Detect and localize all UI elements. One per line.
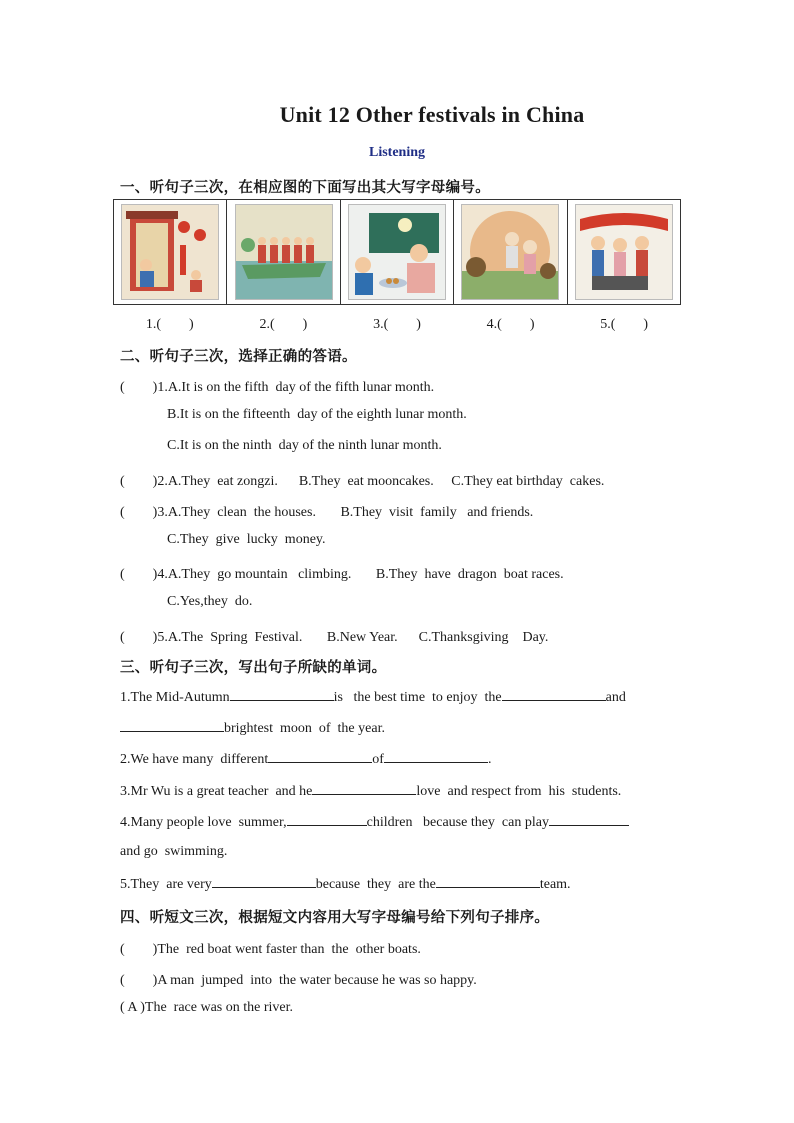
sentence-1-part-a: 1.The Mid-Autumn (120, 690, 230, 705)
picture-answer-row (113, 313, 681, 333)
picture-cell-3 (341, 200, 454, 304)
sentence-5-part-a: 5.They are very (120, 877, 212, 892)
sentence-5-part-b: because they are the (315, 877, 436, 892)
picture-table (113, 199, 681, 305)
question-4: ( )4.A.They go mountain climbing. B.They have dragon boat races. (120, 567, 564, 582)
sentence-1 (120, 688, 626, 706)
double-ninth-elderly-picture (461, 204, 559, 300)
blank-1c[interactable] (120, 719, 224, 732)
question-1-option-b: B.It is on the fifteenth day of the eighth lunar month. (167, 407, 467, 422)
picture-answer-5[interactable]: 5.( ) (600, 317, 649, 332)
picture-answer-4[interactable]: 4.( ) (486, 317, 535, 332)
page-subtitle (0, 145, 794, 161)
sentence-2 (120, 750, 491, 768)
dragon-boat-picture (235, 204, 333, 300)
question-5: ( )5.A.The Spring Festival. B.New Year. C.Thanksgiving Day. (120, 630, 549, 645)
ordering-item-3: ( A )The race was on the river. (120, 1000, 293, 1015)
section2-heading: 二、听句子三次，选择正确的答语。 (120, 349, 357, 365)
sentence-3 (120, 782, 621, 800)
section1-heading: 一、听句子三次，在相应图的下面写出其大写字母编号。 (120, 180, 490, 196)
picture-cell-1 (114, 200, 227, 304)
picture-answer-1[interactable]: 1.( ) (145, 317, 194, 332)
section4-heading: 四、听短文三次，根据短文内容用大写字母编号给下列句子排序。 (120, 910, 550, 926)
sentence-1-part-b: is the best time to enjoy the (333, 690, 502, 705)
spring-festival-door-picture (121, 204, 219, 300)
question-1-option-c: C.It is on the ninth day of the ninth lunar month. (167, 438, 442, 453)
sentence-5 (120, 875, 571, 893)
blank-2a[interactable] (268, 750, 372, 763)
blank-1a[interactable] (230, 688, 334, 701)
sentence-4-part-b: children because they can play (366, 815, 549, 830)
sentence-2-part-b: of (372, 752, 384, 767)
picture-answer-2[interactable]: 2.( ) (259, 317, 308, 332)
sentence-4-continued: and go swimming. (120, 844, 228, 859)
sentence-1-part-d: brightest moon of the year. (224, 721, 385, 736)
mid-autumn-mooncake-picture (348, 204, 446, 300)
ordering-item-2: ( )A man jumped into the water because he was so happy. (120, 973, 477, 988)
blank-5b[interactable] (436, 875, 540, 888)
blank-3[interactable] (312, 782, 416, 795)
question-2: ( )2.A.They eat zongzi. B.They eat mooncakes. C.They eat birthday cakes. (120, 474, 605, 489)
sentence-1-continued (120, 719, 385, 737)
picture-cell-5 (568, 200, 680, 304)
question-3: ( )3.A.They clean the houses. B.They visit family and friends. (120, 505, 534, 520)
blank-4b[interactable] (549, 813, 629, 826)
sentence-2-part-a: 2.We have many different (120, 752, 269, 767)
sentence-3-part-b: love and respect from his students. (416, 784, 622, 799)
question-1-option-a: ( )1.A.It is on the fifth day of the fifth lunar month. (120, 380, 435, 395)
blank-1b[interactable] (502, 688, 606, 701)
sentence-5-part-c: team. (539, 877, 571, 892)
blank-2b[interactable] (384, 750, 488, 763)
sentence-2-part-c: . (487, 752, 492, 767)
sentence-1-part-c: and (605, 690, 626, 705)
sentence-4 (120, 813, 629, 831)
picture-cell-2 (227, 200, 340, 304)
blank-4a[interactable] (287, 813, 367, 826)
section3-heading: 三、听句子三次，写出句子所缺的单词。 (120, 660, 387, 676)
picture-answer-3[interactable]: 3.( ) (373, 317, 421, 332)
sentence-4-part-a: 4.Many people love summer, (120, 815, 287, 830)
subtitle-text: Listening (368, 145, 425, 160)
page-title: Unit 12 Other festivals in China (279, 102, 585, 127)
ordering-item-1: ( )The red boat went faster than the other boats. (120, 942, 421, 957)
question-3-option-c: C.They give lucky money. (167, 532, 326, 547)
sentence-3-part-a: 3.Mr Wu is a great teacher and he (120, 784, 313, 799)
blank-5a[interactable] (212, 875, 316, 888)
question-4-option-c: C.Yes,they do. (167, 594, 253, 609)
picture-cell-4 (454, 200, 567, 304)
new-year-celebration-picture (575, 204, 673, 300)
